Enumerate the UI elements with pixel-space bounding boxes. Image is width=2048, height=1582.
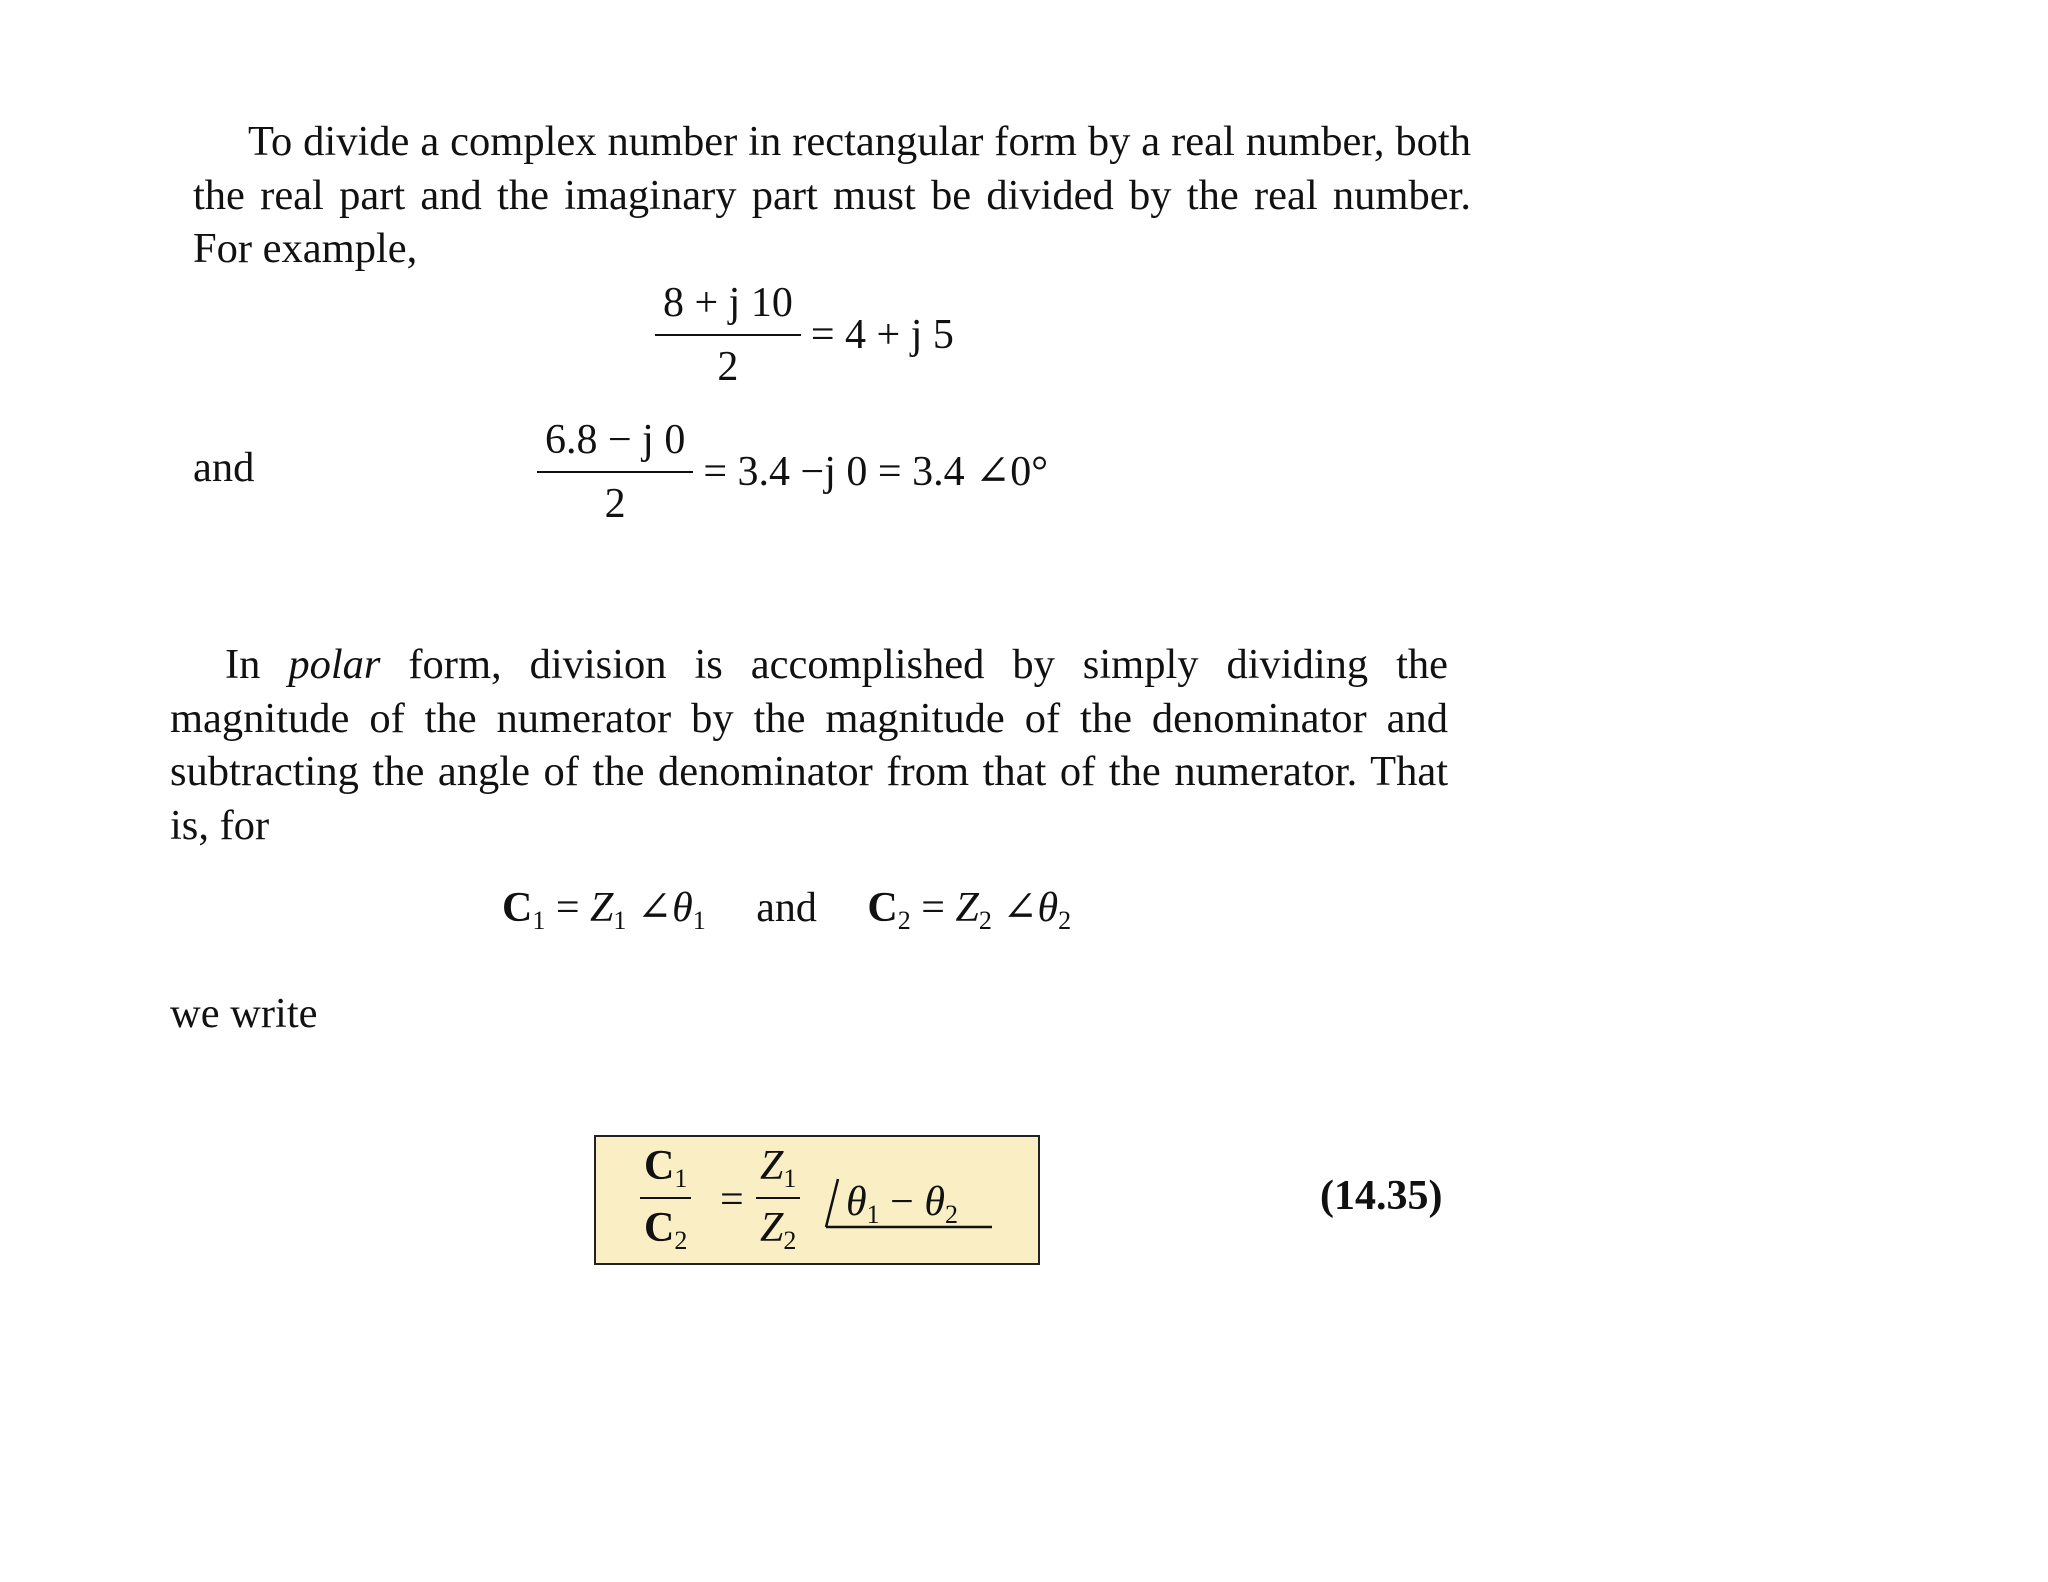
equation-number: (14.35) <box>1320 1173 1443 1219</box>
example-1-result: = 4 + j 5 <box>810 312 954 358</box>
and-label: and <box>193 444 255 491</box>
paragraph-division-by-real: To divide a complex number in rectangular form by a real number, both the real part and the imaginary part must be divided by the real number. For example, <box>193 118 1471 272</box>
example-2-denominator: 2 <box>604 481 626 527</box>
z1-symbol: Z <box>590 885 614 931</box>
polar-definitions: $C_1 = Z_1$ $\angle\theta_1$ and $C_2 = Z_2$ $\angle\theta_2$ <box>502 885 1072 935</box>
boxed-division-equation <box>594 1135 1040 1265</box>
c1-symbol: C <box>502 885 533 931</box>
example-1-numerator: 8 + j 10 <box>655 282 801 336</box>
paragraph-2-emphasis: polar <box>288 641 381 688</box>
equals-sign: = <box>720 1177 744 1223</box>
paragraph-polar-division <box>170 638 1448 852</box>
paragraph-2-text: form, division is accomplished by simply dividing the magnitude of the numerator by the magnitude of the denominator and subtracting the angle of the denominator from that of the numerator. That is, for <box>170 641 1448 849</box>
example-2-fraction <box>537 419 693 525</box>
z1-over-z2-fraction: $Z_1$ $Z_2$ <box>756 1145 800 1249</box>
c1-over-c2-fraction: $C_1$ $C_2$ <box>640 1145 691 1249</box>
angle-difference: $\theta_1 - \theta_2$ <box>846 1179 958 1229</box>
example-1-fraction <box>655 282 801 388</box>
example-equation-1 <box>655 282 954 388</box>
example-2-result: = 3.4 −j 0 = 3.4 ∠0° <box>703 449 1049 495</box>
example-1-denominator: 2 <box>717 344 739 390</box>
c1-subscript: 1 <box>532 905 546 935</box>
we-write-label: we write <box>170 990 318 1037</box>
c2-subscript: 2 <box>897 905 911 935</box>
example-equation-2 <box>537 419 1048 525</box>
z2-symbol: Z <box>955 885 979 931</box>
c2-symbol: C <box>867 885 898 931</box>
theta2-angle: ∠θ <box>1002 885 1059 931</box>
theta1-angle: ∠θ <box>636 885 693 931</box>
definitions-joiner: and <box>756 885 817 931</box>
example-2-numerator: 6.8 − j 0 <box>537 419 693 473</box>
paragraph-2-prefix: In <box>225 641 289 688</box>
